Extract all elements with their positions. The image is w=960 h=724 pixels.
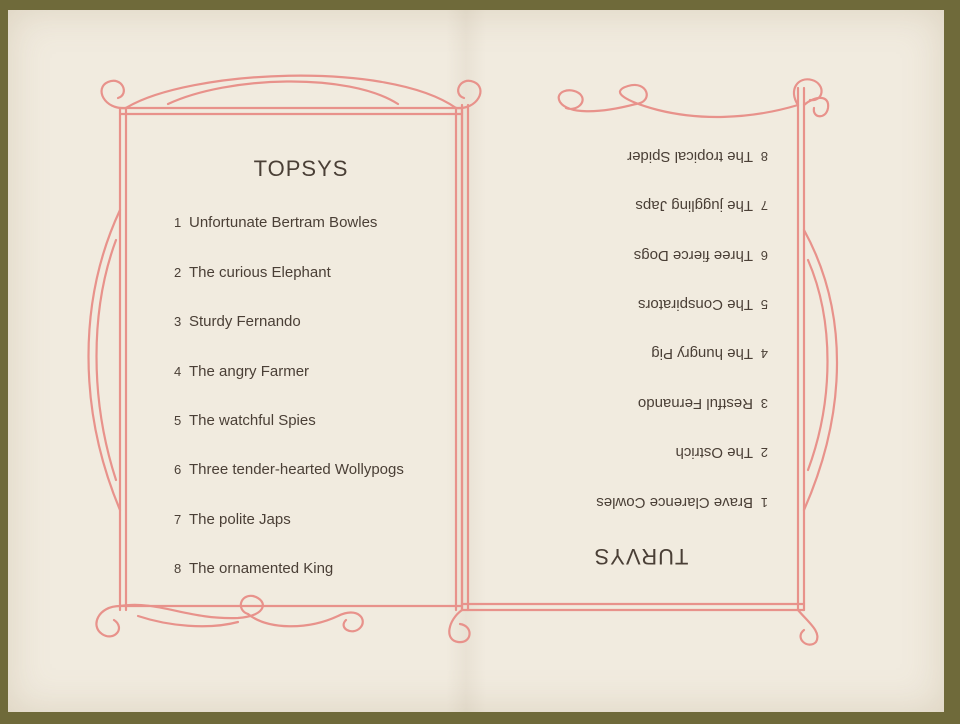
topsys-item — [174, 264, 331, 281]
item-title: Sturdy Fernando — [189, 313, 301, 330]
item-title: Three tender-hearted Wollypogs — [189, 461, 404, 478]
item-title: The Conspirators — [637, 296, 753, 313]
item-title: The watchful Spies — [189, 412, 316, 429]
item-title: Restful Fernando — [637, 395, 753, 412]
item-title: The tropical Spider — [627, 148, 753, 165]
turvys-item — [675, 444, 768, 461]
item-number: 7 — [760, 198, 768, 213]
item-title: Three fierce Dogs — [633, 247, 753, 264]
topsys-item — [174, 313, 301, 330]
item-number: 3 — [174, 314, 182, 329]
topsys-item — [174, 214, 377, 231]
item-number: 3 — [760, 396, 768, 411]
topsys-item — [174, 511, 291, 528]
topsys-item — [174, 363, 309, 380]
item-number: 2 — [174, 265, 182, 280]
item-number: 6 — [174, 462, 182, 477]
item-title: The polite Japs — [189, 511, 291, 528]
item-title: The Ostrich — [675, 444, 753, 461]
topsys-item — [174, 412, 316, 429]
turvys-item — [634, 247, 768, 264]
item-title: Brave Clarence Cowles — [596, 494, 753, 511]
item-title: The curious Elephant — [189, 264, 331, 281]
item-number: 1 — [760, 495, 768, 510]
topsys-panel — [136, 130, 466, 620]
topsys-title: TOPSYS — [253, 156, 349, 181]
turvys-panel — [476, 105, 806, 595]
turvys-item — [627, 148, 768, 165]
item-number: 8 — [174, 561, 182, 576]
item-number: 8 — [760, 149, 768, 164]
item-title: Unfortunate Bertram Bowles — [189, 214, 378, 231]
item-title: The juggling Japs — [635, 197, 753, 214]
turvys-item — [635, 197, 768, 214]
turvys-item — [638, 395, 768, 412]
item-number: 1 — [174, 215, 182, 230]
item-title: The ornamented King — [189, 560, 334, 577]
book-page-spread — [8, 10, 944, 712]
item-number: 4 — [174, 364, 182, 379]
topsys-item — [174, 560, 333, 577]
item-number: 4 — [760, 346, 768, 361]
item-title: The hungry Pig — [651, 345, 753, 362]
turvys-item — [638, 296, 768, 313]
item-number: 5 — [174, 413, 182, 428]
item-title: The angry Farmer — [189, 363, 310, 380]
turvys-item — [596, 494, 768, 511]
item-number: 7 — [174, 512, 182, 527]
turvys-item — [651, 345, 768, 362]
topsys-item — [174, 461, 404, 478]
item-number: 5 — [760, 297, 768, 312]
item-number: 6 — [760, 248, 768, 263]
turvys-title: TURVYS — [593, 544, 689, 569]
item-number: 2 — [760, 445, 768, 460]
